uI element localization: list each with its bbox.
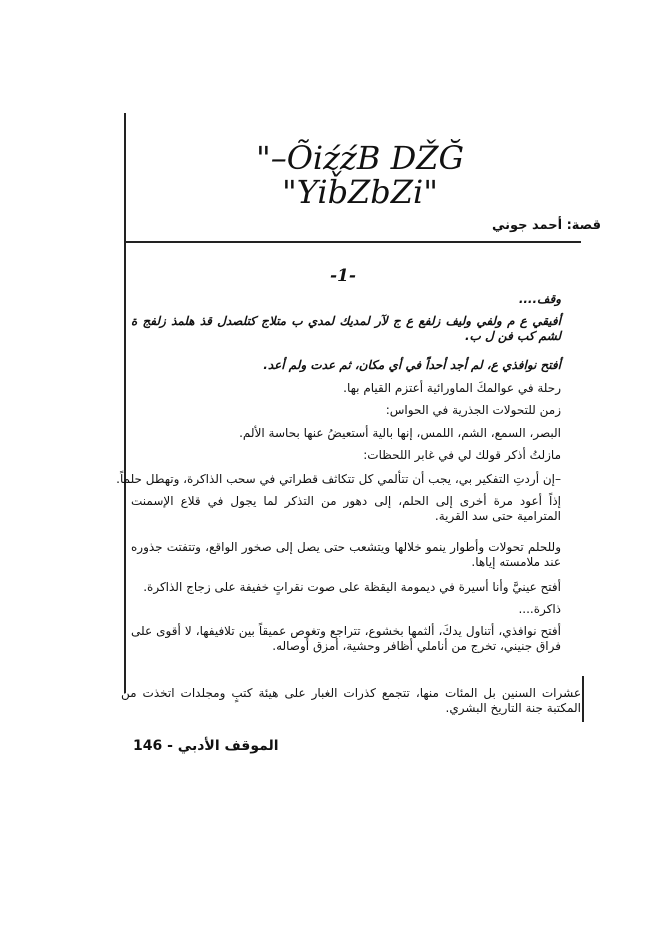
- story-title-line-1: "–ÕiźźB DŽĞ: [255, 139, 465, 177]
- story-title-line-2: "Yib̌ZbZi": [282, 173, 438, 211]
- header-divider: [126, 241, 581, 243]
- paragraph-3: أفتح نوافذي ع، لم أجد أحداً في أي مكان، ثم عدت ولم أعد.: [263, 358, 561, 372]
- paragraph-6: البصر، السمع، الشم، اللمس، إنها بالية أستعيضُ عنها بحاسة الألم.: [239, 426, 561, 440]
- left-border-line: [124, 113, 126, 693]
- paragraph-10: وللحلم تحولات وأطوار ينمو خلالها ويتشعب حتى يصل إلى صخور الواقع، وتتفتت جذوره عند ملامسته إياها.: [131, 540, 561, 569]
- paragraph-8: –إن أردتِ التفكير بي، يجب أن تتألمي كل تتكاثف قطراتي في سحب الذاكرة، وتهطل حلماً.: [116, 472, 561, 486]
- paragraph-1: وقف....: [518, 292, 561, 306]
- paragraph-5: زمن للتحولات الجذرية في الحواس:: [385, 403, 561, 417]
- paragraph-13: أفتح نوافذي، أتناول يدكَ، ألثمها بخشوع، تتراجع وتغوص عميقاً بين تلافيفها، لا أقوى على فراق جنيني، تخرج من أناملي أظافر وحشية، أمزق أوصاله.: [131, 624, 561, 653]
- paragraph-11: أفتح عينيَّ وأنا أسيرة في ديمومة اليقظة على صوت نقراتٍ خفيفة على زجاج الذاكرة.: [143, 580, 561, 594]
- paragraph-12: ذاكرة....: [518, 602, 561, 616]
- paragraph-2: أفيقي ع م ولفي وليف زلفع ع ج لآر لمديك لمدي ب متلاج كتلصدل قذ هلمذ زلفج ة لشم كب فن ل ب.: [131, 314, 561, 343]
- paragraph-4: رحلة في عوالمكَ الماورائية أعتزم القيام بها.: [343, 381, 561, 395]
- section-number: -1-: [330, 266, 356, 286]
- story-author: قصة: أحمد جوني: [491, 218, 601, 233]
- paragraph-7: مازلتُ أذكر قولك لي في غابر اللحظات:: [363, 448, 561, 462]
- paragraph-14: عشرات السنين بل المئات منها، تتجمع كذرات الغبار على هيئة كتبٍ ومجلدات اتخذت من المكتبة جنة التاريخ البشري.: [121, 686, 581, 715]
- page-footer: الموقف الأدبي - 146: [133, 738, 279, 754]
- quote-bar: [582, 676, 584, 722]
- paragraph-9: إذاً أعود مرة أخرى إلى الحلم، إلى دهور من التذكر لما يجول في قلاع الإسمنت المترامية حتى سد القرية.: [131, 494, 561, 523]
